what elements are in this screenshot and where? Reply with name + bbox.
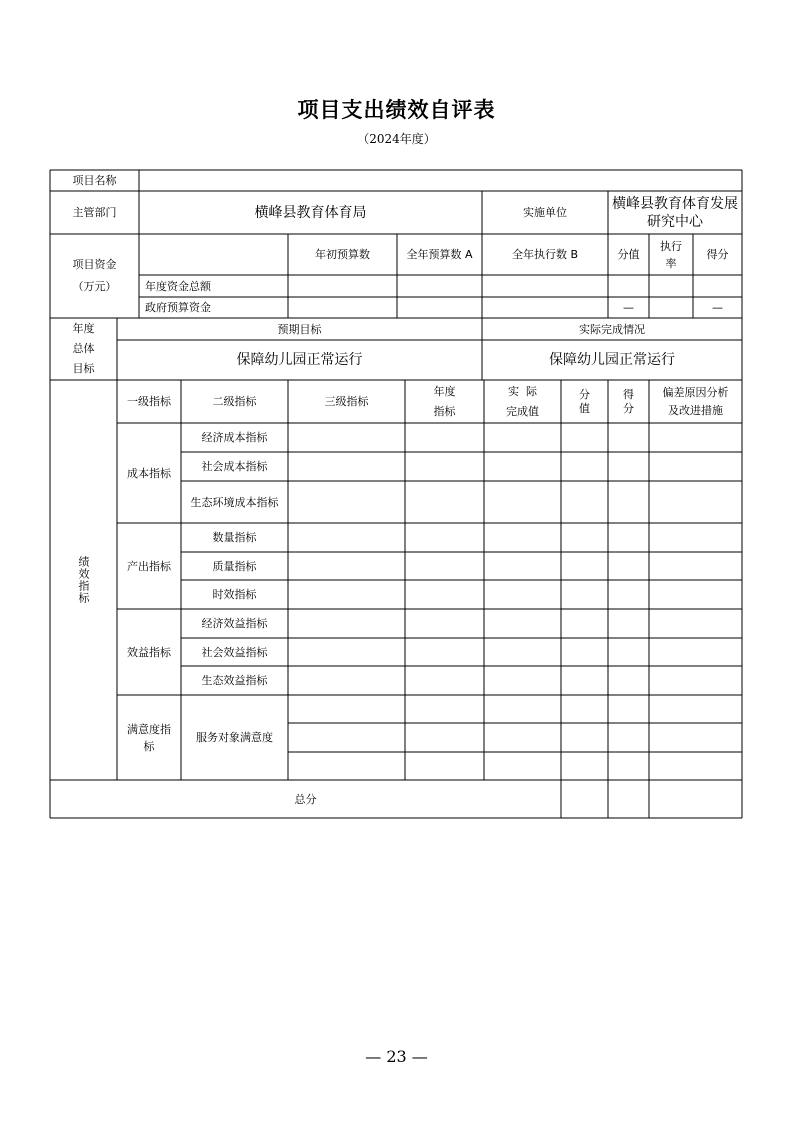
level2-quality: 质量指标: [212, 559, 257, 573]
project-name-label: 项目名称: [72, 174, 117, 187]
level1-output: 产出指标: [127, 559, 171, 573]
unit-label: 实施单位: [523, 206, 567, 219]
actual-goal-value: 保障幼儿园正常运行: [549, 352, 675, 368]
col-annual-budget: 全年预算数 A: [406, 248, 473, 261]
col-got: 得分: [706, 248, 729, 261]
expected-goal-label: 预期目标: [277, 322, 322, 336]
level2-economic-cost: 经济成本指标: [201, 431, 268, 444]
level1-cost: 成本指标: [127, 466, 171, 480]
col-level2: 二级指标: [212, 395, 257, 408]
col-initial-budget: 年初预算数: [315, 248, 370, 261]
level1-benefit: 效益指标: [127, 645, 171, 659]
level2-social-cost: 社会成本指标: [201, 460, 268, 473]
unit-value: 横峰县教育体育发展研究中心: [612, 195, 738, 230]
level2-service-satisfaction: 服务对象满意度: [196, 731, 273, 744]
col-level1: 一级指标: [127, 395, 171, 408]
col-ind-score: 分 值: [579, 387, 590, 415]
gov-score-dash: —: [623, 301, 634, 314]
level2-economic-benefit: 经济效益指标: [201, 617, 268, 630]
level2-eco-cost: 生态环境成本指标: [190, 495, 279, 509]
expected-goal-value: 保障幼儿园正常运行: [236, 352, 363, 368]
col-deviation-reason: 偏差原因分析 及改进措施: [662, 385, 729, 417]
col-exec-rate: 执行率: [660, 239, 682, 270]
fiscal-year: （2024年度）: [357, 132, 436, 146]
col-ind-got: 得 分: [623, 387, 634, 415]
funds-label: 项目资金 （万元）: [72, 258, 117, 293]
col-level3: 三级指标: [324, 395, 369, 408]
level1-satisfaction: 满意度指标: [127, 722, 171, 753]
level2-quantity: 数量指标: [212, 531, 257, 544]
level2-eco-benefit: 生态效益指标: [201, 674, 268, 687]
goals-label: 年度 总体 目标: [72, 322, 95, 375]
dept-label: 主管部门: [72, 206, 117, 219]
col-annual-exec: 全年执行数 B: [511, 248, 579, 261]
indicators-section-label: 绩效指标: [77, 556, 90, 604]
col-actual-value: 实 际 完成值: [506, 384, 539, 418]
gov-got-dash: —: [712, 301, 723, 314]
level2-timeliness: 时效指标: [212, 588, 257, 601]
col-annual-indicator: 年度 指标: [433, 384, 456, 418]
page-number: — 23 —: [365, 1047, 428, 1066]
col-score: 分值: [617, 248, 640, 261]
row-gov-funds: 政府预算资金: [145, 301, 211, 314]
page-title: 项目支出绩效自评表: [297, 98, 496, 122]
row-total-funds: 年度资金总额: [145, 279, 211, 293]
total-score-label: 总分: [294, 792, 317, 806]
dept-value: 横峰县教育体育局: [254, 204, 367, 221]
level2-social-benefit: 社会效益指标: [201, 645, 268, 659]
actual-goal-label: 实际完成情况: [579, 322, 645, 336]
project-name-value[interactable]: [139, 170, 742, 191]
